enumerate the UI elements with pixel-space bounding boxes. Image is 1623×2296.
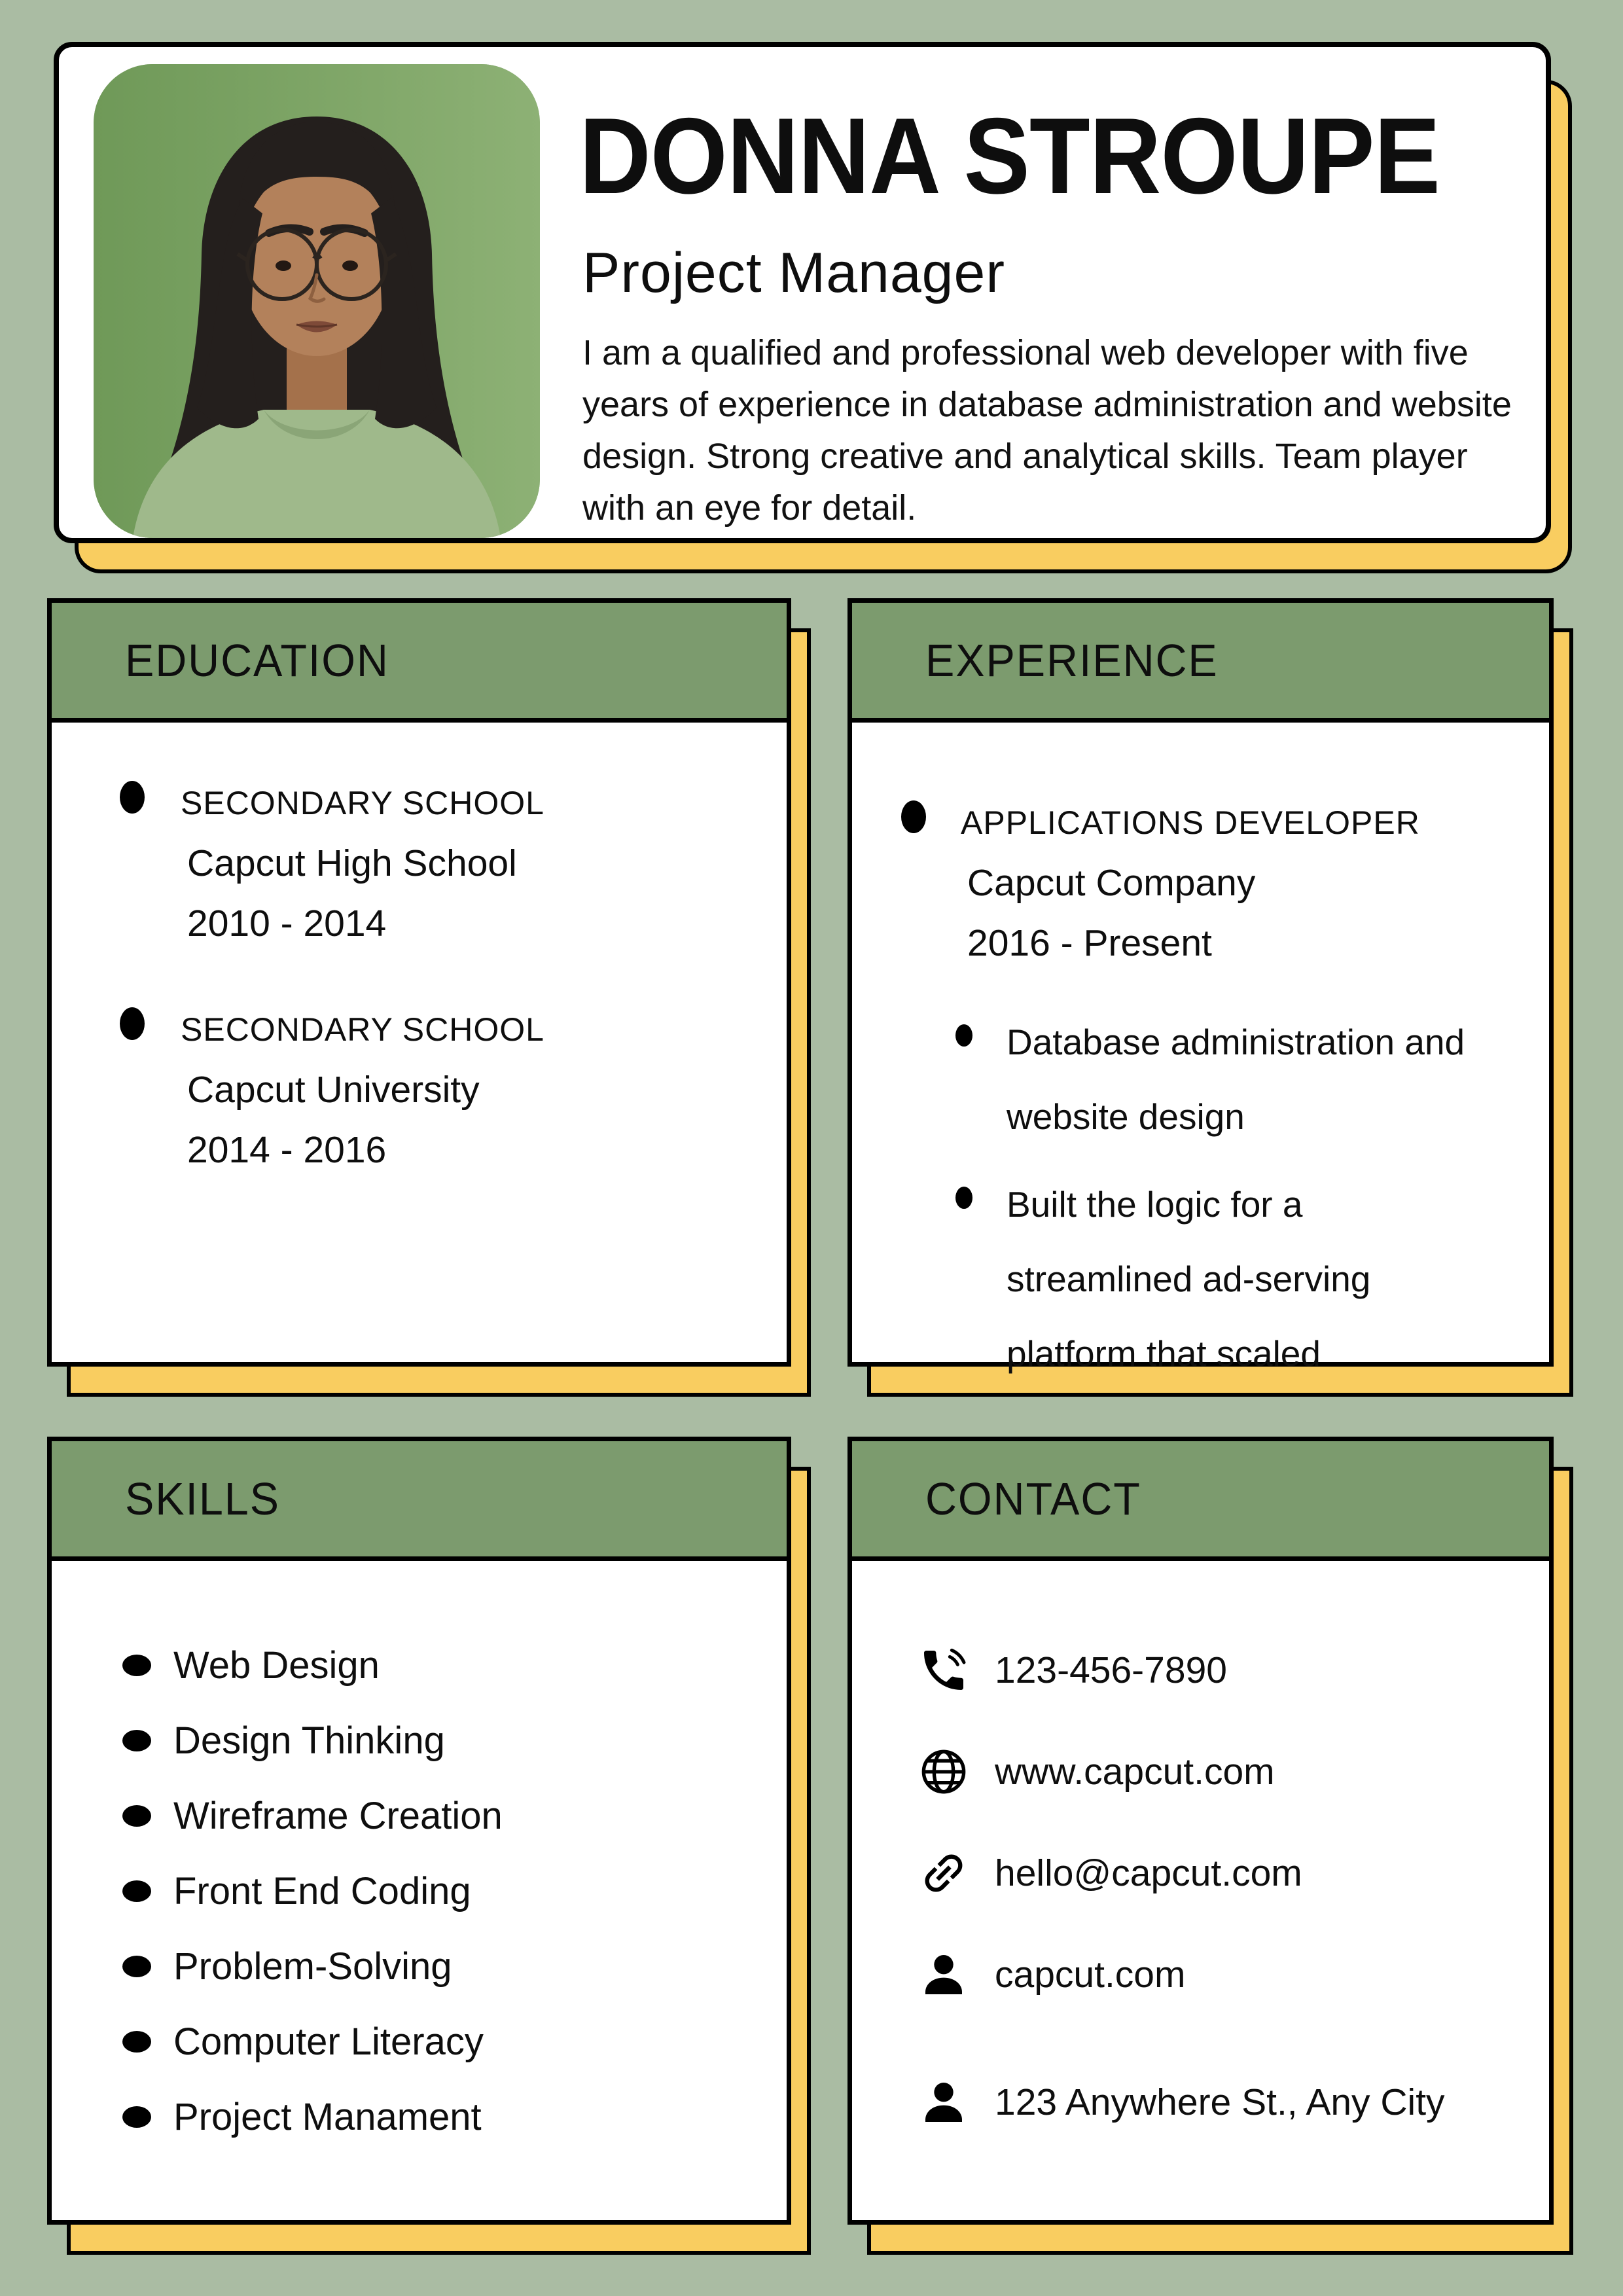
education-section [47,598,791,1367]
experience-title: EXPERIENCE [925,635,1219,686]
job-title: Project Manager [582,242,1005,304]
bullet-icon [122,1880,151,1902]
experience-section [847,598,1554,1374]
summary-text: I am a qualified and professional web developer with five years of experience in database administration and website design. Strong creative and analytical skills. Team player with an eye for detail. [582,333,1512,528]
experience-dates: 2016 - Present [967,922,1212,964]
sub-bullet-icon [955,1187,972,1209]
skill-item: Project Manament [52,2079,787,2155]
education-entry [120,773,544,954]
bullet-icon [122,1805,151,1827]
sub-bullet-icon [955,1024,972,1047]
portrait-illustration [94,64,540,538]
contact-header-bar [852,1441,1549,1561]
skills-header-bar [52,1441,787,1561]
bullet-icon [122,2106,151,2128]
bullet-icon [122,1956,151,1977]
header-card [54,42,1551,543]
education-dates: 2014 - 2016 [187,1129,387,1171]
phone-icon [916,1643,971,1698]
education-entry [120,999,544,1180]
profile-photo [94,64,540,538]
bullet-icon [120,1007,145,1040]
contact-item-profile [852,1924,1549,2025]
experience-bullet: Built the logic for a streamlined ad-serving platform that scaled [955,1167,1425,1391]
contact-item-email [852,1822,1549,1924]
experience-role: APPLICATIONS DEVELOPER [961,804,1420,841]
contact-item-address [852,2051,1549,2153]
skill-item: Wireframe Creation [52,1778,787,1854]
education-dates: 2010 - 2014 [187,903,387,944]
skill-item: Problem-Solving [52,1929,787,2004]
experience-card [847,598,1554,1374]
phone-number[interactable]: 123-456-7890 [995,1649,1227,1691]
skill-item: Computer Literacy [52,2004,787,2079]
bullet-icon [122,1730,151,1751]
bullet-icon [901,800,926,833]
contact-item-website [852,1721,1549,1822]
skill-item: Front End Coding [52,1854,787,1929]
person-icon [916,2075,971,2130]
education-degree: SECONDARY SCHOOL [181,785,544,821]
experience-bullet: Database administration and website design [955,1005,1510,1154]
experience-company: Capcut Company [967,862,1256,904]
globe-icon [916,1744,971,1799]
skills-card [47,1437,791,2225]
contact-section [847,1437,1554,2225]
profile-url[interactable]: capcut.com [995,1953,1186,1996]
education-title: EDUCATION [125,635,389,686]
contact-card [847,1437,1554,2225]
education-school: Capcut High School [187,842,517,884]
contact-title: CONTACT [925,1473,1141,1524]
education-school: Capcut University [187,1069,480,1111]
person-icon [916,1947,971,2002]
skill-item: Design Thinking [52,1703,787,1778]
experience-header-bar [852,603,1549,723]
education-header-bar [52,603,787,723]
skill-item: Web Design [52,1628,787,1703]
link-icon [916,1846,971,1901]
education-card [47,598,791,1367]
email-address[interactable]: hello@capcut.com [995,1852,1302,1894]
bullet-icon [120,781,145,814]
education-degree: SECONDARY SCHOOL [181,1011,544,1048]
website-url[interactable]: www.capcut.com [995,1750,1275,1793]
bullet-icon [122,1655,151,1676]
skills-section [47,1437,791,2225]
experience-entry [901,793,1420,973]
bullet-icon [122,2031,151,2053]
contact-item-phone [852,1619,1549,1721]
street-address: 123 Anywhere St., Any City [995,2081,1445,2123]
skills-title: SKILLS [125,1473,280,1524]
person-name: DONNA STROUPE [579,96,1440,216]
